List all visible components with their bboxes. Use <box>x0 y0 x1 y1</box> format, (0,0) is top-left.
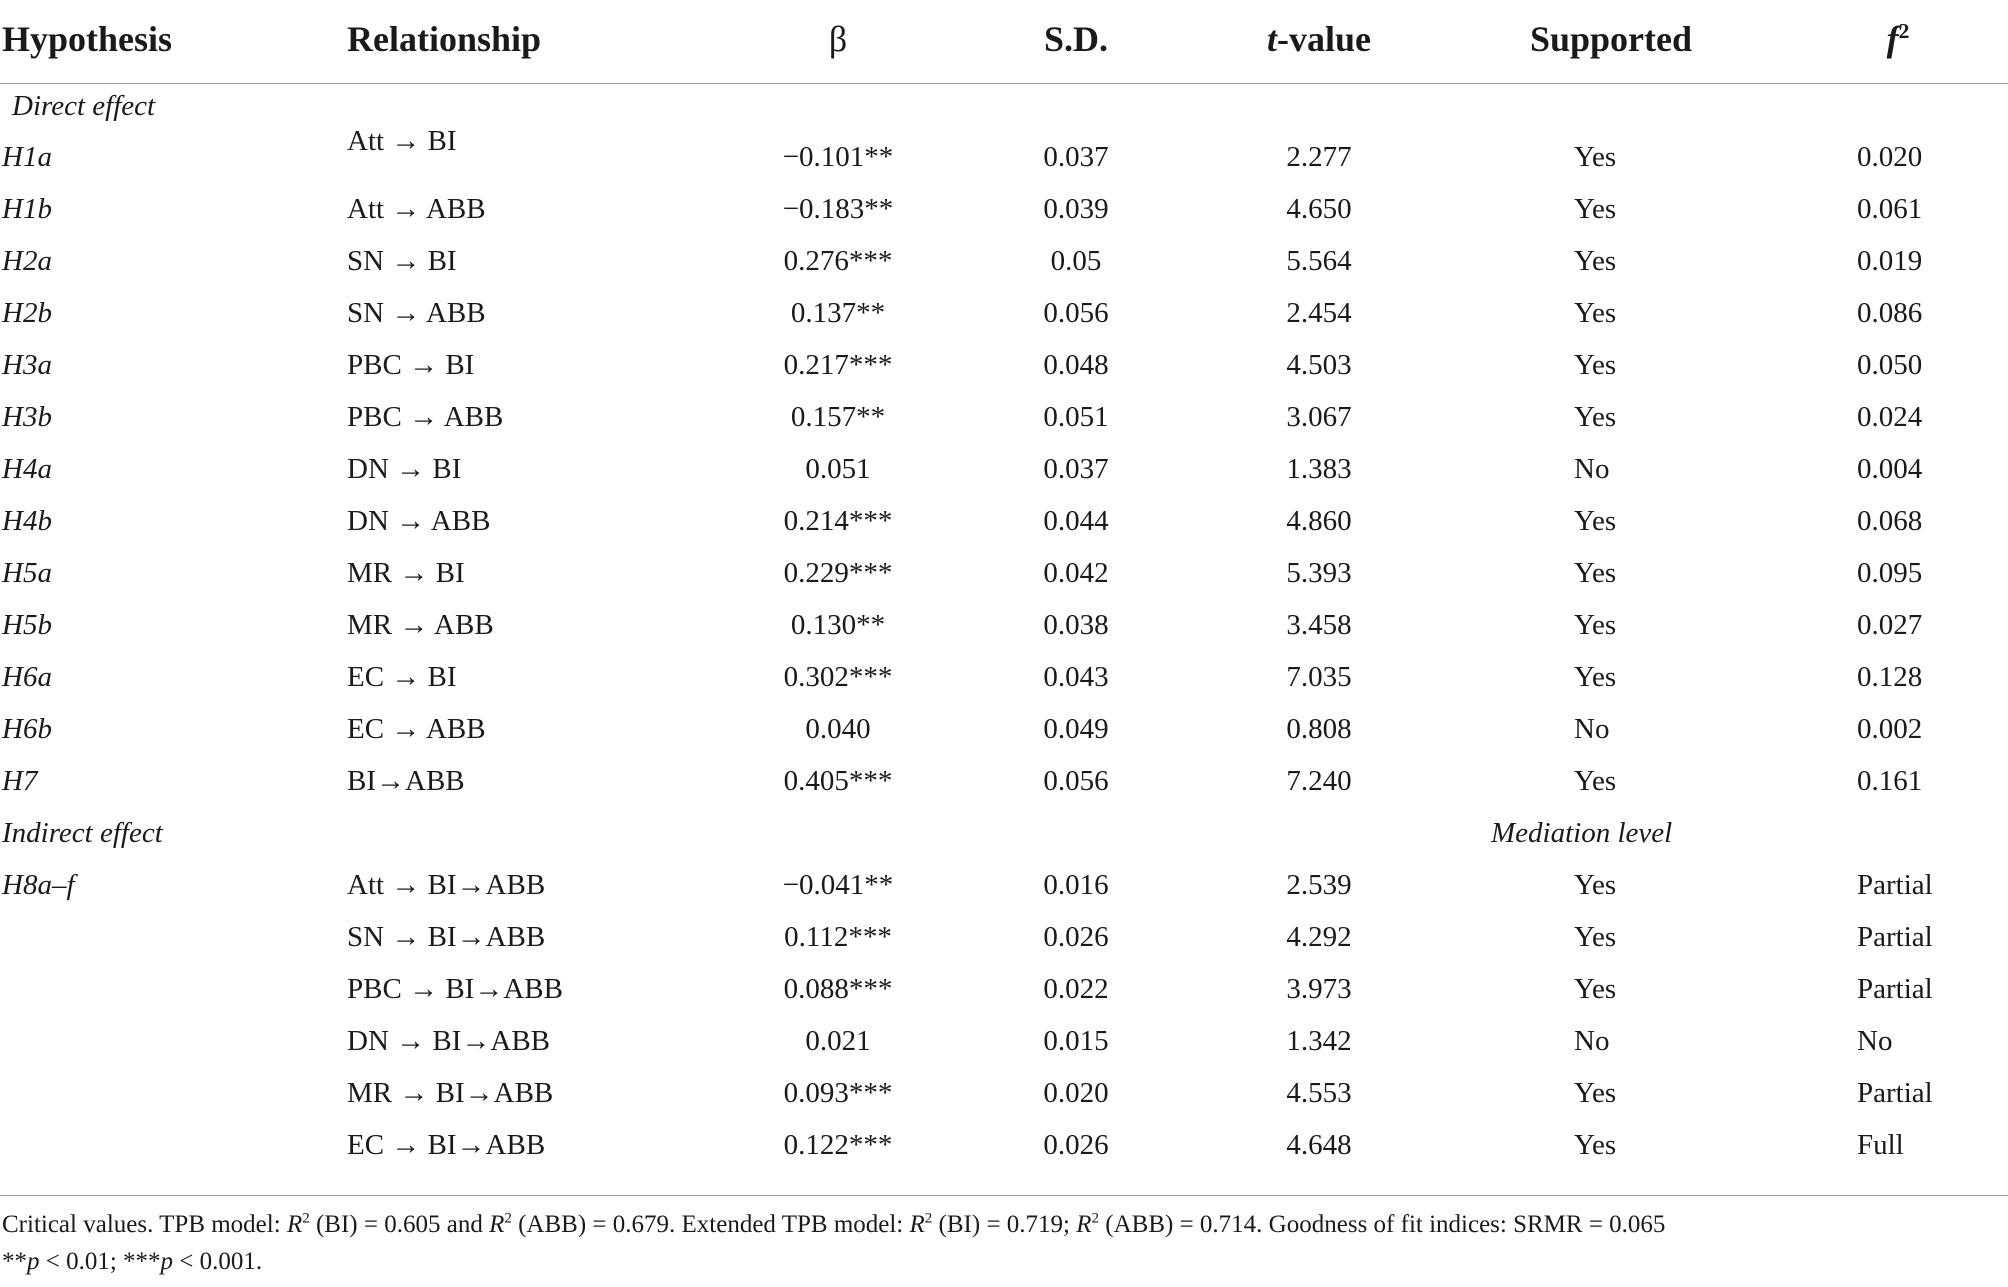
cell-sd: 0.015 <box>1043 1025 1109 1057</box>
cell-relationship: SN → ABB <box>347 297 486 329</box>
fn-text-2b: < 0.001. <box>173 1248 263 1275</box>
cell-t-value: 5.393 <box>1286 557 1352 589</box>
cell-supported: Yes <box>1574 245 1617 277</box>
cell-relationship: MR → ABB <box>347 609 494 641</box>
cell-sd: 0.048 <box>1043 349 1109 381</box>
cell-hypothesis: H1a <box>2 141 52 173</box>
cell-sd: 0.037 <box>1043 453 1109 485</box>
cell-f2: 0.019 <box>1857 245 1923 277</box>
fn-r: R <box>909 1211 925 1238</box>
fn-text-a: Critical values. TPB model: <box>2 1211 287 1238</box>
cell-sd: 0.05 <box>1050 245 1102 277</box>
cell-relationship: PBC → BI→ABB <box>347 973 563 1005</box>
cell-supported: Yes <box>1574 661 1617 693</box>
cell-f2: 0.095 <box>1857 557 1923 589</box>
fn-p: p <box>27 1248 40 1275</box>
cell-beta: 0.122*** <box>783 1129 893 1161</box>
header-f2 <box>1887 18 1910 60</box>
cell-relationship: Att → ABB <box>347 193 486 225</box>
cell-relationship: MR → BI <box>347 557 465 589</box>
header-hypothesis: Hypothesis <box>2 19 173 59</box>
fn-stars-3: *** <box>123 1248 161 1275</box>
cell-t-value: 3.067 <box>1286 401 1352 433</box>
cell-sd: 0.022 <box>1043 973 1109 1005</box>
cell-supported: No <box>1574 713 1610 745</box>
cell-relationship: PBC → BI <box>347 349 475 381</box>
cell-sd: 0.044 <box>1043 505 1109 537</box>
cell-relationship: Att → BI <box>347 125 457 157</box>
cell-f2: 0.086 <box>1857 297 1923 329</box>
cell-mediation: Partial <box>1857 869 1933 901</box>
cell-supported: Yes <box>1574 193 1617 225</box>
cell-hypothesis: H7 <box>2 765 38 797</box>
cell-sd: 0.051 <box>1043 401 1109 433</box>
cell-beta: 0.093*** <box>783 1077 893 1109</box>
cell-sd: 0.056 <box>1043 297 1109 329</box>
cell-f2: 0.068 <box>1857 505 1923 537</box>
cell-beta: 0.302*** <box>783 661 893 693</box>
cell-t-value: 1.383 <box>1286 453 1352 485</box>
cell-supported: Yes <box>1574 401 1617 433</box>
cell-hypothesis: H3b <box>2 401 52 433</box>
cell-f2: 0.024 <box>1857 401 1923 433</box>
cell-relationship: EC → BI <box>347 661 457 693</box>
cell-hypothesis: H3a <box>2 349 52 381</box>
fn-text-d: (BI) = 0.719; <box>932 1211 1077 1238</box>
fn-text-e: (ABB) = 0.714. Goodness of fit indices: SRMR = 0.065 <box>1099 1211 1666 1238</box>
mediation-level-label: Mediation level <box>1491 817 1673 849</box>
cell-hypothesis: H2b <box>2 297 52 329</box>
cell-supported: Yes <box>1574 349 1617 381</box>
cell-sd: 0.026 <box>1043 1129 1109 1161</box>
cell-t-value: 1.342 <box>1286 1025 1352 1057</box>
header-rule <box>0 83 2008 84</box>
cell-relationship: Att → BI→ABB <box>347 869 546 901</box>
cell-mediation: Partial <box>1857 973 1933 1005</box>
cell-mediation: Partial <box>1857 1077 1933 1109</box>
cell-relationship: EC → ABB <box>347 713 486 745</box>
cell-supported: Yes <box>1574 141 1617 173</box>
header-f-letter: f <box>1886 19 1899 59</box>
cell-beta: 0.405*** <box>783 765 893 797</box>
cell-hypothesis: H1b <box>2 193 52 225</box>
cell-sd: 0.042 <box>1043 557 1109 589</box>
cell-beta: 0.229*** <box>783 557 893 589</box>
cell-f2: 0.020 <box>1857 141 1923 173</box>
fn-sup: 2 <box>302 1210 310 1227</box>
cell-f2: 0.161 <box>1857 765 1923 797</box>
cell-relationship: BI→ABB <box>347 765 465 797</box>
cell-sd: 0.056 <box>1043 765 1109 797</box>
cell-sd: 0.038 <box>1043 609 1109 641</box>
cell-supported: No <box>1574 453 1610 485</box>
fn-sup: 2 <box>1091 1210 1100 1227</box>
cell-supported: Yes <box>1574 297 1617 329</box>
cell-beta: −0.101** <box>782 141 894 173</box>
header-t-value <box>1267 18 1371 60</box>
cell-beta: 0.112*** <box>784 921 892 953</box>
cell-relationship: DN → BI <box>347 453 462 485</box>
cell-beta: 0.088*** <box>783 973 893 1005</box>
cell-supported: Yes <box>1574 921 1617 953</box>
cell-supported: Yes <box>1574 1077 1617 1109</box>
header-relationship: Relationship <box>347 19 542 59</box>
cell-t-value: 2.454 <box>1286 297 1352 329</box>
header-t-rest: -value <box>1277 19 1372 59</box>
cell-t-value: 4.860 <box>1286 505 1352 537</box>
cell-t-value: 4.292 <box>1286 921 1352 953</box>
cell-sd: 0.026 <box>1043 921 1109 953</box>
cell-supported: No <box>1574 1025 1610 1057</box>
cell-supported: Yes <box>1574 505 1617 537</box>
cell-relationship: MR → BI→ABB <box>347 1077 554 1109</box>
fn-r: R <box>489 1211 505 1238</box>
cell-sd: 0.049 <box>1043 713 1109 745</box>
cell-beta: 0.217*** <box>783 349 893 381</box>
cell-beta: −0.183** <box>782 193 894 225</box>
fn-text-b: (BI) = 0.605 and <box>309 1211 490 1238</box>
footer-rule <box>0 1195 2008 1196</box>
cell-f2: 0.061 <box>1857 193 1923 225</box>
cell-t-value: 4.503 <box>1286 349 1352 381</box>
cell-sd: 0.039 <box>1043 193 1109 225</box>
cell-supported: Yes <box>1574 765 1617 797</box>
fn-r: R <box>1076 1211 1092 1238</box>
cell-mediation: Partial <box>1857 921 1933 953</box>
fn-stars-2: ** <box>2 1248 27 1275</box>
cell-sd: 0.043 <box>1043 661 1109 693</box>
cell-mediation: Full <box>1857 1129 1904 1161</box>
cell-supported: Yes <box>1574 973 1617 1005</box>
cell-supported: Yes <box>1574 609 1617 641</box>
header-sd: S.D. <box>1043 19 1109 59</box>
footnote-line-1 <box>2 1211 1665 1239</box>
cell-hypothesis: H6a <box>2 661 52 693</box>
cell-relationship: EC → BI→ABB <box>347 1129 546 1161</box>
table-header <box>0 0 2008 84</box>
cell-relationship: SN → BI→ABB <box>347 921 546 953</box>
cell-t-value: 5.564 <box>1286 245 1352 277</box>
footnote-line-2 <box>2 1248 262 1276</box>
cell-beta: 0.130** <box>790 609 886 641</box>
cell-relationship: DN → ABB <box>347 505 491 537</box>
cell-beta: 0.051 <box>805 453 871 485</box>
fn-r: R <box>286 1211 303 1238</box>
cell-relationship: PBC → ABB <box>347 401 504 433</box>
cell-hypothesis: H4a <box>2 453 52 485</box>
header-supported: Supported <box>1529 19 1693 59</box>
cell-f2: 0.128 <box>1857 661 1923 693</box>
cell-beta: 0.040 <box>805 713 871 745</box>
cell-relationship: SN → BI <box>347 245 457 277</box>
cell-f2: 0.050 <box>1857 349 1923 381</box>
cell-beta: 0.137** <box>790 297 886 329</box>
cell-beta: 0.214*** <box>783 505 893 537</box>
cell-t-value: 3.973 <box>1286 973 1352 1005</box>
cell-hypothesis: H6b <box>2 713 52 745</box>
cell-beta: −0.041** <box>782 869 894 901</box>
cell-t-value: 4.648 <box>1286 1129 1352 1161</box>
cell-t-value: 0.808 <box>1286 713 1352 745</box>
cell-supported: Yes <box>1574 869 1617 901</box>
section-label-indirect: Indirect effect <box>2 817 163 849</box>
cell-supported: Yes <box>1574 1129 1617 1161</box>
cell-sd: 0.016 <box>1043 869 1109 901</box>
cell-beta: 0.021 <box>805 1025 871 1057</box>
cell-t-value: 2.277 <box>1286 141 1352 173</box>
section-label-direct: Direct effect <box>12 90 156 122</box>
fn-text-c: (ABB) = 0.679. Extended TPB model: <box>511 1211 910 1238</box>
cell-sd: 0.037 <box>1043 141 1109 173</box>
cell-f2: 0.027 <box>1857 609 1923 641</box>
cell-hypothesis: H5b <box>2 609 52 641</box>
cell-t-value: 7.035 <box>1286 661 1352 693</box>
cell-hypothesis: H5a <box>2 557 52 589</box>
cell-t-value: 4.553 <box>1286 1077 1352 1109</box>
cell-t-value: 2.539 <box>1286 869 1352 901</box>
header-f-sup: 2 <box>1898 19 1910 43</box>
fn-sup: 2 <box>924 1210 933 1227</box>
header-beta: β <box>828 19 848 59</box>
cell-hypothesis: H2a <box>2 245 52 277</box>
cell-t-value: 7.240 <box>1286 765 1352 797</box>
cell-f2: 0.004 <box>1857 453 1923 485</box>
fn-sup: 2 <box>504 1210 512 1227</box>
cell-sd: 0.020 <box>1043 1077 1109 1109</box>
cell-hypothesis: H4b <box>2 505 52 537</box>
cell-f2: 0.002 <box>1857 713 1923 745</box>
cell-beta: 0.276*** <box>783 245 893 277</box>
fn-text-2a: < 0.01; <box>39 1248 124 1275</box>
cell-t-value: 4.650 <box>1286 193 1352 225</box>
indirect-hypothesis: H8a–f <box>2 869 75 901</box>
cell-beta: 0.157** <box>790 401 886 433</box>
header-t-italic: t <box>1266 19 1278 59</box>
cell-supported: Yes <box>1574 557 1617 589</box>
cell-t-value: 3.458 <box>1286 609 1352 641</box>
cell-relationship: DN → BI→ABB <box>347 1025 551 1057</box>
fn-p: p <box>160 1248 174 1275</box>
cell-mediation: No <box>1857 1025 1893 1057</box>
